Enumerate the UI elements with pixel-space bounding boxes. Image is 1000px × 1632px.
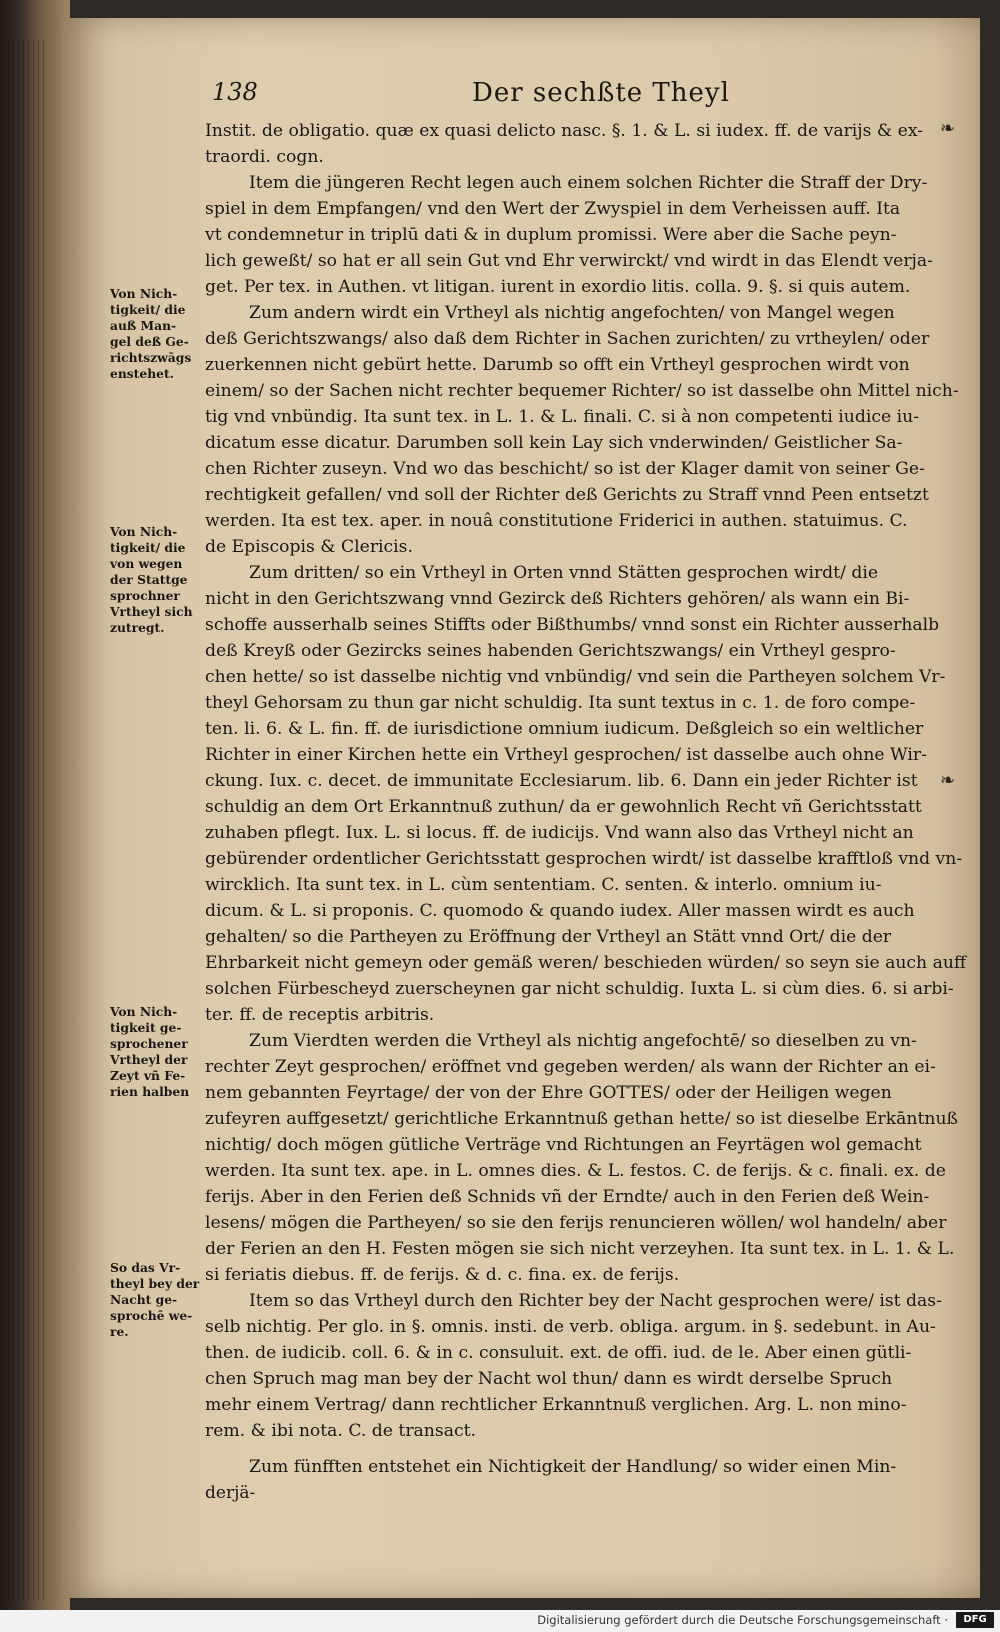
margin-note-line: enstehet. (110, 366, 174, 381)
text-line: selb nichtig. Per glo. in §. omnis. insti. de verb. obliga. argum. in §. sedebunt. in Au- (205, 1317, 936, 1337)
text-line: Item die jüngeren Recht legen auch einem solchen Richter die Straff der Dry- (249, 173, 928, 193)
margin-note (110, 524, 210, 636)
text-line: ter. ff. de receptis arbitris. (205, 1005, 435, 1025)
margin-note-line: So das Vr- (110, 1260, 181, 1275)
text-line: ten. li. 6. & L. fin. ff. de iurisdictione omnium iudicum. Deßgleich so ein weltlicher (205, 719, 924, 739)
text-line: ferijs. Aber in den Ferien deß Schnids vñ der Erndte/ auch in den Ferien deß Wein- (205, 1187, 930, 1207)
margin-note-line: Zeyt vñ Fe- (110, 1068, 186, 1083)
margin-note-line: sprochner (110, 588, 180, 603)
text-line: der Ferien an den H. Festen mögen sie sich nicht verzeyhen. Ita sunt tex. in L. 1. & L. (205, 1239, 955, 1259)
text-line: dicum. & L. si proponis. C. quomodo & quando iudex. Aller massen wirdt es auch (205, 901, 915, 921)
text-line: then. de iudicib. coll. 6. & in c. consuluit. ext. de offi. iud. de le. Aber einen gütli- (205, 1343, 912, 1363)
text-line: chen Spruch mag man bey der Nacht wol thun/ dann es wirdt derselbe Spruch (205, 1369, 893, 1389)
text-line: rechter Zeyt gesprochen/ eröffnet vnd gegeben werden/ als wann der Richter an ei- (205, 1057, 936, 1077)
funding-notice: Digitalisierung gefördert durch die Deutsche Forschungsgemeinschaft · (537, 1613, 948, 1627)
margin-note-line: Von Nich- (110, 524, 178, 539)
text-line: Ehrbarkeit nicht gemeyn oder gemäß weren/ beschieden würden/ so seyn sie auch auff (205, 953, 967, 973)
text-line: einem/ so der Sachen nicht rechter bequemer Richter/ so ist dasselbe ohn Mittel nich- (205, 381, 959, 401)
margin-note (110, 286, 210, 382)
text-line: spiel in dem Empfangen/ vnd den Wert der Zwyspiel in dem Verheissen auff. Ita (205, 199, 901, 219)
margin-note-line: tigkeit/ die (110, 302, 186, 317)
text-line: werden. Ita sunt tex. ape. in L. omnes dies. & L. festos. C. de ferijs. & c. finali. ex. de (205, 1161, 946, 1181)
text-line: vt condemnetur in triplū dati & in duplum promissi. Were aber die Sache peyn- (205, 225, 897, 245)
margin-note-line: Von Nich- (110, 1004, 178, 1019)
text-line: werden. Ita est tex. aper. in nouâ constitutione Friderici in authen. statuimus. C. (205, 511, 908, 531)
text-line: nicht in den Gerichtszwang vnnd Gezirck deß Richters gehören/ als wann ein Bi- (205, 589, 910, 609)
margin-note-line: Vrtheyl sich (110, 604, 193, 619)
text-line: deß Gerichtszwangs/ also daß dem Richter in Sachen zurichten/ zu vrtheylen/ oder (205, 329, 930, 349)
text-line: lesens/ mögen die Partheyen/ so sie den ferijs renuncieren wöllen/ wol handeln/ aber (205, 1213, 947, 1233)
text-line: de Episcopis & Clericis. (205, 537, 413, 557)
text-line: rem. & ibi nota. C. de transact. (205, 1421, 476, 1441)
dfg-logo: DFG (956, 1612, 994, 1628)
text-line: chen hette/ so ist dasselbe nichtig vnd vnbündig/ vnd sein die Partheyen solchem Vr- (205, 667, 946, 687)
text-line: si feriatis diebus. ff. de ferijs. & d. c. fina. ex. de ferijs. (205, 1265, 680, 1285)
text-line: schuldig an dem Ort Erkanntnuß zuthun/ da er gewohnlich Recht vñ Gerichtsstatt (205, 797, 922, 817)
text-line: schoffe ausserhalb seines Stiffts oder Bißthumbs/ vnnd sonst ein Richter ausserhalb (205, 615, 940, 635)
catchword: derjä- (205, 1483, 256, 1503)
page-number: 138 (212, 78, 258, 106)
text-line: tig vnd vnbündig. Ita sunt tex. in L. 1. & L. finali. C. si à non competenti iudice iu- (205, 407, 920, 427)
margin-note-line: auß Man- (110, 318, 177, 333)
margin-note-line: zutregt. (110, 620, 165, 635)
text-line: Zum dritten/ so ein Vrtheyl in Orten vnnd Stätten gesprochen wirdt/ die (249, 563, 879, 583)
page-header (212, 78, 912, 118)
text-line: lich geweßt/ so hat er all sein Gut vnd Ehr verwirckt/ vnd wirdt in das Elendt verja- (205, 251, 933, 271)
book-edge (0, 0, 70, 1632)
text-line: get. Per tex. in Authen. vt litigan. iurent in exordio litis. colla. 9. §. si quis autem. (205, 277, 911, 297)
margin-note-line: theyl bey der (110, 1276, 200, 1291)
margin-note-line: tigkeit ge- (110, 1020, 182, 1035)
margin-ornament-icon: ❧ (940, 118, 956, 139)
text-line: Richter in einer Kirchen hette ein Vrtheyl gesprochen/ ist dasselbe auch ohne Wir- (205, 745, 927, 765)
margin-note-line: gel deß Ge- (110, 334, 189, 349)
text-line: ckung. Iux. c. decet. de immunitate Ecclesiarum. lib. 6. Dann ein jeder Richter ist (205, 771, 918, 791)
text-line: dicatum esse dicatur. Darumben soll kein Lay sich vnderwinden/ Geistlicher Sa- (205, 433, 903, 453)
margin-ornament-icon: ❧ (940, 770, 956, 791)
margin-note-line: von wegen (110, 556, 183, 571)
margin-note-line: Vrtheyl der (110, 1052, 188, 1067)
running-title: Der sechßte Theyl (472, 78, 730, 108)
margin-note (110, 1260, 210, 1340)
margin-note-line: Nacht ge- (110, 1292, 178, 1307)
text-line: Zum fünfften entstehet ein Nichtigkeit der Handlung/ so wider einen Min- (249, 1457, 897, 1477)
margin-note-line: rien halben (110, 1084, 190, 1099)
text-line: theyl Gehorsam zu thun gar nicht schuldig. Ita sunt textus in c. 1. de foro compe- (205, 693, 916, 713)
margin-note (110, 1004, 210, 1100)
text-line: chen Richter zuseyn. Vnd wo das beschicht/ so ist der Klager damit von seiner Ge- (205, 459, 925, 479)
text-line: Item so das Vrtheyl durch den Richter bey der Nacht gesprochen were/ ist das- (249, 1291, 942, 1311)
margin-note-line: tigkeit/ die (110, 540, 186, 555)
text-line: traordi. cogn. (205, 147, 324, 167)
text-line: zuhaben pflegt. Iux. L. si locus. ff. de iudicijs. Vnd wann also das Vrtheyl nicht an (205, 823, 914, 843)
margin-note-line: re. (110, 1324, 129, 1339)
text-line: solchen Fürbescheyd zuerscheynen gar nicht schuldig. Iuxta L. si cùm dies. 6. si arbi- (205, 979, 954, 999)
text-line: zufeyren auffgesetzt/ gerichtliche Erkanntnuß gethan hette/ so ist dieselbe Erkāntnuß (205, 1109, 959, 1129)
text-line: gehalten/ so die Partheyen zu Eröffnung der Vrtheyl an Stätt vnnd Ort/ die der (205, 927, 892, 947)
margin-note-line: Von Nich- (110, 286, 178, 301)
text-line: Instit. de obligatio. quæ ex quasi delicto nasc. §. 1. & L. si iudex. ff. de varijs & ex- (205, 121, 924, 141)
text-line: deß Kreyß oder Gezircks seines habenden Gerichtszwangs/ ein Vrtheyl gespro- (205, 641, 896, 661)
text-line: zuerkennen nicht gebürt hette. Darumb so offt ein Vrtheyl gesprochen wirdt von (205, 355, 910, 375)
text-line: wircklich. Ita sunt tex. in L. cùm sententiam. C. senten. & interlo. omnium iu- (205, 875, 882, 895)
margin-note-line: sprochener (110, 1036, 188, 1051)
text-line: rechtigkeit gefallen/ vnd soll der Richter deß Gerichts zu Straff vnnd Peen entsetzt (205, 485, 929, 505)
margin-note-line: richtszwāgs (110, 350, 192, 365)
page-edges (8, 40, 48, 1600)
text-line: nem gebannten Feyrtage/ der von der Ehre GOTTES/ oder der Heiligen wegen (205, 1083, 892, 1103)
margin-note-line: sprochē we- (110, 1308, 193, 1323)
text-line: nichtig/ doch mögen gütliche Verträge vnd Richtungen an Feyrtägen wol gemacht (205, 1135, 922, 1155)
text-line: Zum Vierdten werden die Vrtheyl als nichtig angefochtē/ so dieselben zu vn- (249, 1031, 917, 1051)
margin-note-line: der Stattge (110, 572, 188, 587)
text-line: Zum andern wirdt ein Vrtheyl als nichtig angefochten/ von Mangel wegen (249, 303, 895, 323)
text-line: gebürender ordentlicher Gerichtsstatt gesprochen wirdt/ ist dasselbe krafftloß vnd vn- (205, 849, 963, 869)
text-line: mehr einem Vertrag/ dann rechtlicher Erkanntnuß verglichen. Arg. L. non mino- (205, 1395, 907, 1415)
